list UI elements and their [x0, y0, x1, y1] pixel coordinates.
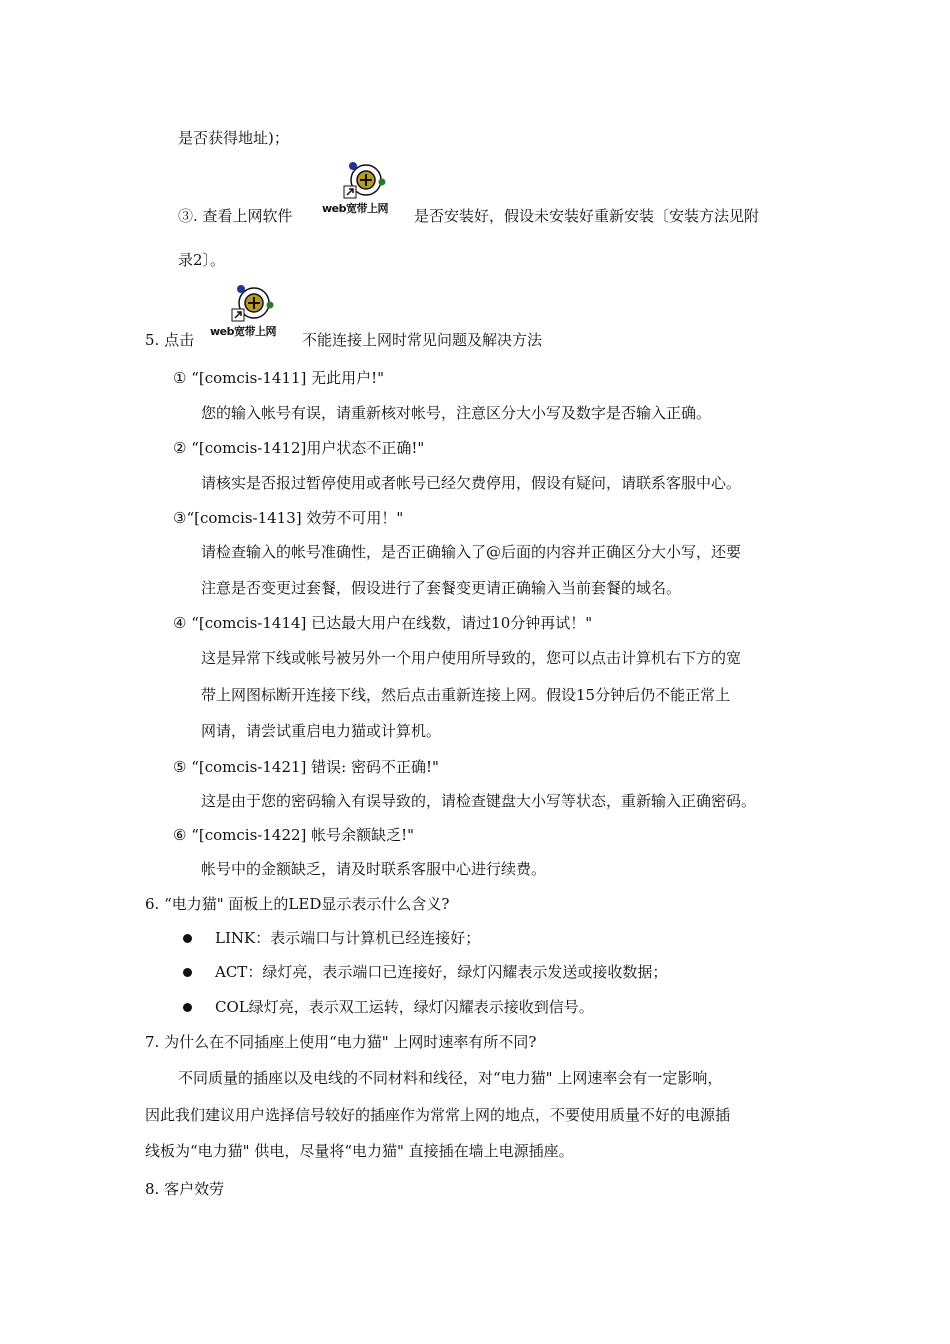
section-7-title: 7. 为什么在不同插座上使用“电力猫" 上网时速率有所不同?: [145, 1033, 537, 1051]
question-2: ② “[comcis-1412]用户状态不正确!": [173, 439, 425, 457]
line-3: 录2〕。: [178, 251, 226, 269]
section-7-para-line-3: 线板为“电力猫" 供电，尽量将“电力猫" 直接插在墙上电源插座。: [145, 1142, 574, 1160]
section-6-title: 6. “电力猫" 面板上的LED显示表示什么含义?: [145, 895, 450, 913]
answer-5: 这是由于您的密码输入有误导致的，请检查键盘大小写等状态，重新输入正确密码。: [201, 792, 757, 810]
answer-3-line-2: 注意是否变更过套餐，假设进行了套餐变更请正确输入当前套餐的域名。: [201, 579, 682, 597]
line-1: 是否获得地址)；: [178, 129, 289, 147]
web-broadband-caption: web宽带上网: [210, 325, 276, 338]
answer-4-line-3: 网请，请尝试重启电力猫或计算机。: [201, 722, 442, 740]
web-broadband-icon: [210, 283, 298, 339]
section-7-para-line-1: 不同质量的插座以及电线的不同材料和线径，对“电力猫" 上网速率会有一定影响，: [178, 1069, 723, 1087]
question-5: ⑤ “[comcis-1421] 错误: 密码不正确!": [173, 758, 439, 776]
web-broadband-icon: [322, 160, 410, 216]
bullet-link: LINK：表示端口与计算机已经连接好；: [215, 929, 481, 947]
bullet-icon: [183, 934, 192, 943]
section-5-end: 不能连接上网时常见问题及解决方法: [302, 331, 543, 349]
question-1: ① “[comcis-1411] 无此用户!": [173, 369, 385, 387]
line-2-end: 是否安装好，假设未安装好重新安装〔安装方法见附: [414, 207, 760, 225]
section-7-para-line-2: 因此我们建议用户选择信号较好的插座作为常常上网的地点，不要使用质量不好的电源插: [145, 1106, 731, 1124]
answer-3-line-1: 请检查输入的帐号准确性，是否正确输入了@后面的内容并正确区分大小写，还要: [201, 543, 742, 561]
bullet-col: COL绿灯亮，表示双工运转，绿灯闪耀表示接收到信号。: [215, 998, 594, 1016]
answer-4-line-2: 带上网图标断开连接下线，然后点击重新连接上网。假设15分钟后仍不能正常上: [201, 686, 731, 704]
web-broadband-caption: web宽带上网: [322, 202, 388, 215]
bullet-icon: [183, 1003, 192, 1012]
question-3: ③“[comcis-1413] 效劳不可用！": [173, 509, 404, 527]
bullet-act: ACT：绿灯亮，表示端口已连接好，绿灯闪耀表示发送或接收数据；: [215, 963, 668, 981]
question-6: ⑥ “[comcis-1422] 帐号余额缺乏!": [173, 826, 415, 844]
question-4: ④ “[comcis-1414] 已达最大用户在线数，请过10分钟再试！": [173, 614, 593, 632]
answer-1: 您的输入帐号有误，请重新核对帐号，注意区分大小写及数字是否输入正确。: [201, 404, 712, 422]
line-2-start: ③. 查看上网软件: [178, 207, 293, 225]
answer-4-line-1: 这是异常下线或帐号被另外一个用户使用所导致的，您可以点击计算机右下方的宽: [201, 649, 742, 667]
bullet-icon: [183, 968, 192, 977]
answer-2: 请核实是否报过暂停使用或者帐号已经欠费停用，假设有疑问，请联系客服中心。: [201, 474, 742, 492]
section-5-start: 5. 点击: [145, 331, 195, 349]
section-8-title: 8. 客户效劳: [145, 1180, 225, 1198]
answer-6: 帐号中的金额缺乏，请及时联系客服中心进行续费。: [201, 860, 547, 878]
